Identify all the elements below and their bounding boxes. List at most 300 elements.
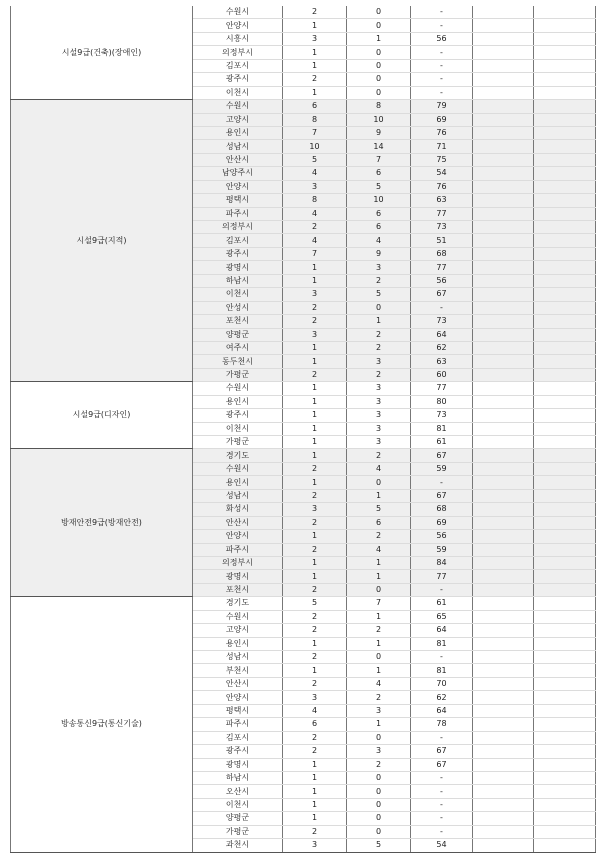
region-cell: 김포시 <box>193 234 283 247</box>
recruit-count-cell: 1 <box>283 449 347 462</box>
applicant-count-cell: 2 <box>347 449 411 462</box>
region-cell: 이천시 <box>193 86 283 99</box>
empty-cell <box>534 221 596 234</box>
category-group <box>11 382 596 449</box>
recruit-count-cell: 1 <box>283 436 347 449</box>
empty-cell <box>534 153 596 166</box>
table-row <box>11 382 596 395</box>
empty-cell <box>473 812 534 825</box>
empty-cell <box>534 771 596 784</box>
region-cell: 양평군 <box>193 328 283 341</box>
cutoff-score-cell: 77 <box>411 570 473 583</box>
applicant-count-cell: 9 <box>347 126 411 139</box>
empty-cell <box>534 758 596 771</box>
empty-cell <box>473 46 534 59</box>
empty-cell <box>534 46 596 59</box>
empty-cell <box>534 409 596 422</box>
applicant-count-cell: 3 <box>347 409 411 422</box>
recruit-count-cell: 1 <box>283 664 347 677</box>
applicant-count-cell: 2 <box>347 274 411 287</box>
cutoff-score-cell: 77 <box>411 261 473 274</box>
recruit-count-cell: 2 <box>283 315 347 328</box>
category-group <box>11 449 596 597</box>
empty-cell <box>473 140 534 153</box>
recruit-count-cell: 5 <box>283 153 347 166</box>
region-cell: 안산시 <box>193 516 283 529</box>
region-cell: 안양시 <box>193 691 283 704</box>
recruit-count-cell: 4 <box>283 704 347 717</box>
recruit-count-cell: 8 <box>283 194 347 207</box>
recruit-count-cell: 2 <box>283 516 347 529</box>
empty-cell <box>534 812 596 825</box>
cutoff-score-cell: 56 <box>411 274 473 287</box>
region-cell: 가평군 <box>193 436 283 449</box>
region-cell: 파주시 <box>193 543 283 556</box>
applicant-count-cell: 1 <box>347 556 411 569</box>
empty-cell <box>534 73 596 86</box>
recruit-count-cell: 2 <box>283 301 347 314</box>
cutoff-score-cell: - <box>411 785 473 798</box>
applicant-count-cell: 4 <box>347 462 411 475</box>
empty-cell <box>473 718 534 731</box>
region-cell: 이천시 <box>193 798 283 811</box>
applicant-count-cell: 6 <box>347 221 411 234</box>
recruit-count-cell: 1 <box>283 86 347 99</box>
empty-cell <box>473 771 534 784</box>
region-cell: 광명시 <box>193 758 283 771</box>
applicant-count-cell: 1 <box>347 315 411 328</box>
recruit-count-cell: 1 <box>283 812 347 825</box>
applicant-count-cell: 0 <box>347 771 411 784</box>
recruit-count-cell: 4 <box>283 167 347 180</box>
table-row <box>11 100 596 113</box>
empty-cell <box>534 288 596 301</box>
empty-cell <box>473 785 534 798</box>
empty-cell <box>473 221 534 234</box>
cutoff-score-cell: 64 <box>411 624 473 637</box>
empty-cell <box>534 315 596 328</box>
cutoff-score-cell: - <box>411 301 473 314</box>
region-cell: 광명시 <box>193 570 283 583</box>
region-cell: 양평군 <box>193 812 283 825</box>
region-cell: 시흥시 <box>193 32 283 45</box>
cutoff-score-cell: 70 <box>411 677 473 690</box>
applicant-count-cell: 5 <box>347 180 411 193</box>
empty-cell <box>534 745 596 758</box>
region-cell: 김포시 <box>193 731 283 744</box>
recruit-count-cell: 5 <box>283 597 347 610</box>
recruit-count-cell: 2 <box>283 731 347 744</box>
applicant-count-cell: 2 <box>347 341 411 354</box>
empty-cell <box>473 261 534 274</box>
cutoff-score-cell: 65 <box>411 610 473 623</box>
cutoff-score-cell: 63 <box>411 355 473 368</box>
region-cell: 용인시 <box>193 126 283 139</box>
cutoff-score-cell: 80 <box>411 395 473 408</box>
region-cell: 안산시 <box>193 677 283 690</box>
recruit-count-cell: 3 <box>283 288 347 301</box>
applicant-count-cell: 6 <box>347 207 411 220</box>
empty-cell <box>534 570 596 583</box>
cutoff-score-cell: 67 <box>411 489 473 502</box>
cutoff-score-cell: - <box>411 812 473 825</box>
applicant-count-cell: 3 <box>347 261 411 274</box>
applicant-count-cell: 2 <box>347 691 411 704</box>
category-group <box>11 6 596 100</box>
table-row <box>11 597 596 610</box>
cutoff-score-cell: - <box>411 825 473 838</box>
region-cell: 의정부시 <box>193 221 283 234</box>
region-cell: 의정부시 <box>193 556 283 569</box>
applicant-count-cell: 5 <box>347 839 411 852</box>
empty-cell <box>534 583 596 596</box>
empty-cell <box>473 637 534 650</box>
applicant-count-cell: 7 <box>347 153 411 166</box>
region-cell: 하남시 <box>193 771 283 784</box>
region-cell: 오산시 <box>193 785 283 798</box>
recruit-count-cell: 2 <box>283 651 347 664</box>
empty-cell <box>473 476 534 489</box>
empty-cell <box>534 32 596 45</box>
recruit-count-cell: 1 <box>283 19 347 32</box>
empty-cell <box>473 6 534 19</box>
applicant-count-cell: 3 <box>347 745 411 758</box>
empty-cell <box>534 476 596 489</box>
table-row <box>11 449 596 462</box>
empty-cell <box>534 556 596 569</box>
applicant-count-cell: 14 <box>347 140 411 153</box>
cutoff-score-cell: - <box>411 771 473 784</box>
cutoff-score-cell: 73 <box>411 315 473 328</box>
empty-cell <box>473 207 534 220</box>
empty-cell <box>473 368 534 381</box>
recruit-count-cell: 1 <box>283 46 347 59</box>
recruit-count-cell: 2 <box>283 6 347 19</box>
recruit-count-cell: 8 <box>283 113 347 126</box>
applicant-count-cell: 4 <box>347 677 411 690</box>
region-cell: 광주시 <box>193 73 283 86</box>
empty-cell <box>473 664 534 677</box>
cutoff-score-cell: - <box>411 19 473 32</box>
region-cell: 수원시 <box>193 382 283 395</box>
empty-cell <box>534 140 596 153</box>
empty-cell <box>534 731 596 744</box>
applicant-count-cell: 0 <box>347 301 411 314</box>
applicant-count-cell: 3 <box>347 395 411 408</box>
region-cell: 파주시 <box>193 207 283 220</box>
recruit-count-cell: 1 <box>283 395 347 408</box>
empty-cell <box>534 261 596 274</box>
region-cell: 안양시 <box>193 19 283 32</box>
applicant-count-cell: 3 <box>347 422 411 435</box>
empty-cell <box>473 503 534 516</box>
recruit-count-cell: 1 <box>283 771 347 784</box>
empty-cell <box>473 315 534 328</box>
empty-cell <box>473 691 534 704</box>
category-cell: 방재안전9급(방재안전) <box>11 449 193 597</box>
region-cell: 고양시 <box>193 624 283 637</box>
applicant-count-cell: 1 <box>347 637 411 650</box>
applicant-count-cell: 3 <box>347 436 411 449</box>
empty-cell <box>534 677 596 690</box>
recruit-count-cell: 2 <box>283 368 347 381</box>
applicant-count-cell: 2 <box>347 368 411 381</box>
cutoff-score-cell: 73 <box>411 221 473 234</box>
recruit-count-cell: 2 <box>283 489 347 502</box>
empty-cell <box>534 489 596 502</box>
recruit-count-cell: 2 <box>283 610 347 623</box>
recruit-count-cell: 3 <box>283 180 347 193</box>
recruit-count-cell: 6 <box>283 100 347 113</box>
recruit-count-cell: 2 <box>283 73 347 86</box>
cutoff-score-cell: 71 <box>411 140 473 153</box>
cutoff-score-cell: 62 <box>411 341 473 354</box>
category-group <box>11 100 596 382</box>
region-cell: 평택시 <box>193 194 283 207</box>
applicant-count-cell: 2 <box>347 328 411 341</box>
applicant-count-cell: 2 <box>347 624 411 637</box>
recruit-count-cell: 7 <box>283 247 347 260</box>
empty-cell <box>473 180 534 193</box>
empty-cell <box>473 489 534 502</box>
cutoff-score-cell: 59 <box>411 543 473 556</box>
category-cell: 방송통신9급(통신기술) <box>11 597 193 852</box>
empty-cell <box>534 19 596 32</box>
region-cell: 가평군 <box>193 825 283 838</box>
empty-cell <box>534 449 596 462</box>
region-cell: 용인시 <box>193 637 283 650</box>
empty-cell <box>473 86 534 99</box>
recruit-count-cell: 1 <box>283 274 347 287</box>
empty-cell <box>534 180 596 193</box>
recruit-count-cell: 1 <box>283 382 347 395</box>
applicant-count-cell: 1 <box>347 610 411 623</box>
category-cell: 시설9급(디자인) <box>11 382 193 449</box>
cutoff-score-cell: - <box>411 6 473 19</box>
empty-cell <box>473 395 534 408</box>
applicant-count-cell: 0 <box>347 6 411 19</box>
cutoff-score-cell: 76 <box>411 180 473 193</box>
empty-cell <box>534 207 596 220</box>
cutoff-score-cell: 61 <box>411 597 473 610</box>
table-row <box>11 6 596 19</box>
empty-cell <box>473 422 534 435</box>
empty-cell <box>534 610 596 623</box>
empty-cell <box>473 745 534 758</box>
region-cell: 포천시 <box>193 315 283 328</box>
region-cell: 평택시 <box>193 704 283 717</box>
empty-cell <box>534 382 596 395</box>
applicant-count-cell: 0 <box>347 46 411 59</box>
cutoff-score-cell: - <box>411 73 473 86</box>
applicant-count-cell: 0 <box>347 19 411 32</box>
region-cell: 성남시 <box>193 489 283 502</box>
applicant-count-cell: 9 <box>347 247 411 260</box>
empty-cell <box>534 516 596 529</box>
region-cell: 남양주시 <box>193 167 283 180</box>
recruit-count-cell: 3 <box>283 32 347 45</box>
recruit-count-cell: 1 <box>283 409 347 422</box>
cutoff-score-cell: 67 <box>411 745 473 758</box>
cutoff-score-cell: 79 <box>411 100 473 113</box>
applicant-count-cell: 1 <box>347 570 411 583</box>
empty-cell <box>534 395 596 408</box>
cutoff-score-cell: - <box>411 731 473 744</box>
cutoff-score-cell: - <box>411 86 473 99</box>
applicant-count-cell: 0 <box>347 86 411 99</box>
recruit-count-cell: 2 <box>283 825 347 838</box>
applicant-count-cell: 0 <box>347 731 411 744</box>
recruit-count-cell: 1 <box>283 758 347 771</box>
empty-cell <box>473 32 534 45</box>
empty-cell <box>473 126 534 139</box>
empty-cell <box>534 637 596 650</box>
empty-cell <box>473 610 534 623</box>
empty-cell <box>473 73 534 86</box>
empty-cell <box>473 530 534 543</box>
applicant-count-cell: 8 <box>347 100 411 113</box>
applicant-count-cell: 10 <box>347 113 411 126</box>
cutoff-score-cell: 68 <box>411 247 473 260</box>
empty-cell <box>534 368 596 381</box>
empty-cell <box>473 274 534 287</box>
recruitment-results-table <box>10 6 596 853</box>
cutoff-score-cell: 54 <box>411 839 473 852</box>
region-cell: 경기도 <box>193 597 283 610</box>
applicant-count-cell: 3 <box>347 704 411 717</box>
recruit-count-cell: 1 <box>283 422 347 435</box>
applicant-count-cell: 0 <box>347 59 411 72</box>
empty-cell <box>473 449 534 462</box>
recruit-count-cell: 3 <box>283 839 347 852</box>
empty-cell <box>534 100 596 113</box>
empty-cell <box>473 758 534 771</box>
empty-cell <box>534 355 596 368</box>
cutoff-score-cell: - <box>411 651 473 664</box>
cutoff-score-cell: 67 <box>411 288 473 301</box>
empty-cell <box>534 664 596 677</box>
empty-cell <box>473 583 534 596</box>
empty-cell <box>534 194 596 207</box>
region-cell: 하남시 <box>193 274 283 287</box>
empty-cell <box>534 597 596 610</box>
recruit-count-cell: 2 <box>283 624 347 637</box>
empty-cell <box>473 167 534 180</box>
empty-cell <box>534 624 596 637</box>
empty-cell <box>473 677 534 690</box>
empty-cell <box>534 436 596 449</box>
region-cell: 고양시 <box>193 113 283 126</box>
cutoff-score-cell: 69 <box>411 516 473 529</box>
recruit-count-cell: 1 <box>283 637 347 650</box>
empty-cell <box>534 113 596 126</box>
applicant-count-cell: 6 <box>347 167 411 180</box>
empty-cell <box>534 718 596 731</box>
recruit-count-cell: 6 <box>283 718 347 731</box>
region-cell: 화성시 <box>193 503 283 516</box>
empty-cell <box>534 839 596 852</box>
empty-cell <box>473 462 534 475</box>
recruit-count-cell: 2 <box>283 221 347 234</box>
applicant-count-cell: 0 <box>347 825 411 838</box>
applicant-count-cell: 1 <box>347 32 411 45</box>
region-cell: 의정부시 <box>193 46 283 59</box>
cutoff-score-cell: - <box>411 583 473 596</box>
empty-cell <box>534 785 596 798</box>
cutoff-score-cell: 61 <box>411 436 473 449</box>
applicant-count-cell: 6 <box>347 516 411 529</box>
applicant-count-cell: 0 <box>347 476 411 489</box>
empty-cell <box>473 59 534 72</box>
recruit-count-cell: 2 <box>283 745 347 758</box>
cutoff-score-cell: 76 <box>411 126 473 139</box>
cutoff-score-cell: 67 <box>411 449 473 462</box>
region-cell: 경기도 <box>193 449 283 462</box>
applicant-count-cell: 4 <box>347 234 411 247</box>
empty-cell <box>473 341 534 354</box>
category-cell: 시설9급(건축)(장애인) <box>11 6 193 100</box>
applicant-count-cell: 5 <box>347 288 411 301</box>
cutoff-score-cell: 73 <box>411 409 473 422</box>
empty-cell <box>473 194 534 207</box>
empty-cell <box>534 126 596 139</box>
cutoff-score-cell: 59 <box>411 462 473 475</box>
recruit-count-cell: 1 <box>283 341 347 354</box>
applicant-count-cell: 0 <box>347 583 411 596</box>
empty-cell <box>473 382 534 395</box>
empty-cell <box>473 839 534 852</box>
empty-cell <box>473 100 534 113</box>
region-cell: 수원시 <box>193 610 283 623</box>
region-cell: 수원시 <box>193 6 283 19</box>
applicant-count-cell: 7 <box>347 597 411 610</box>
region-cell: 파주시 <box>193 718 283 731</box>
cutoff-score-cell: - <box>411 798 473 811</box>
applicant-count-cell: 0 <box>347 798 411 811</box>
empty-cell <box>534 462 596 475</box>
empty-cell <box>473 798 534 811</box>
applicant-count-cell: 1 <box>347 489 411 502</box>
empty-cell <box>473 731 534 744</box>
empty-cell <box>473 19 534 32</box>
recruit-count-cell: 10 <box>283 140 347 153</box>
cutoff-score-cell: 78 <box>411 718 473 731</box>
applicant-count-cell: 2 <box>347 758 411 771</box>
empty-cell <box>473 247 534 260</box>
region-cell: 광명시 <box>193 261 283 274</box>
applicant-count-cell: 2 <box>347 530 411 543</box>
empty-cell <box>534 530 596 543</box>
recruit-count-cell: 2 <box>283 583 347 596</box>
region-cell: 광주시 <box>193 745 283 758</box>
recruit-count-cell: 1 <box>283 785 347 798</box>
empty-cell <box>473 516 534 529</box>
cutoff-score-cell: 68 <box>411 503 473 516</box>
empty-cell <box>473 624 534 637</box>
recruit-count-cell: 2 <box>283 543 347 556</box>
cutoff-score-cell: 81 <box>411 664 473 677</box>
cutoff-score-cell: 64 <box>411 328 473 341</box>
cutoff-score-cell: 81 <box>411 637 473 650</box>
empty-cell <box>473 597 534 610</box>
cutoff-score-cell: 64 <box>411 704 473 717</box>
empty-cell <box>473 288 534 301</box>
recruit-count-cell: 1 <box>283 476 347 489</box>
cutoff-score-cell: 54 <box>411 167 473 180</box>
applicant-count-cell: 3 <box>347 355 411 368</box>
empty-cell <box>534 422 596 435</box>
applicant-count-cell: 3 <box>347 382 411 395</box>
